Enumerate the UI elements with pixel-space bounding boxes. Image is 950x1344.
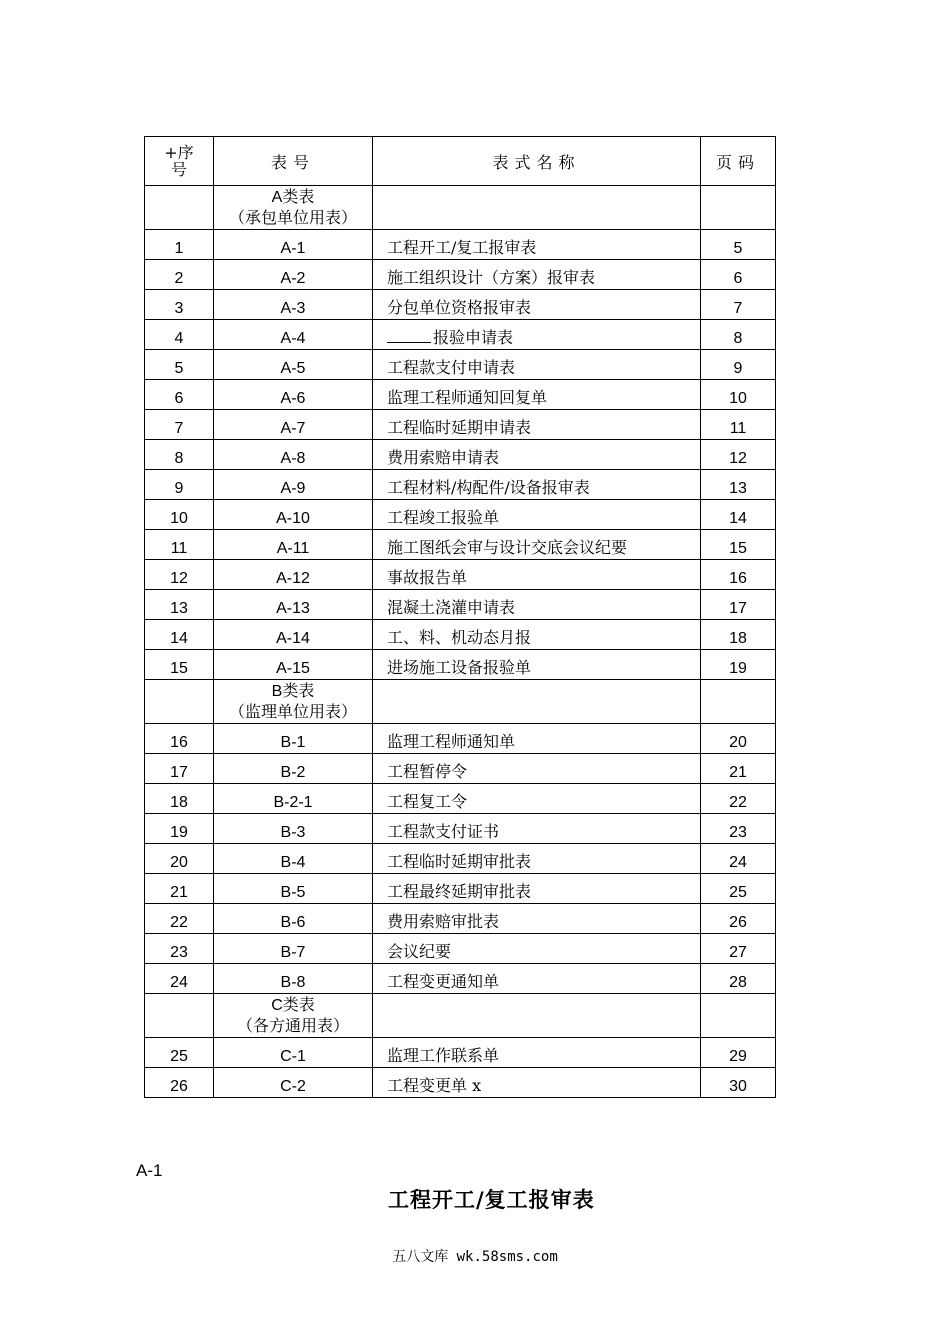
row-form-name: 工程临时延期审批表 (387, 852, 532, 871)
row-form-name-cell (373, 724, 701, 754)
row-form-code: A-14 (214, 620, 373, 650)
group-empty-cell (373, 680, 701, 724)
row-number: 10 (145, 500, 214, 530)
row-form-name-cell (373, 260, 701, 290)
row-page-number: 25 (701, 874, 776, 904)
header-code: 表号 (214, 137, 373, 186)
table-row (145, 350, 776, 380)
row-form-code: B-4 (214, 844, 373, 874)
row-form-name: 工、料、机动态月报 (387, 628, 532, 647)
row-number: 12 (145, 560, 214, 590)
row-page-number: 10 (701, 380, 776, 410)
row-form-name: 监理工程师通知回复单 (387, 388, 548, 407)
group-title (214, 681, 372, 702)
table-row (145, 1038, 776, 1068)
form-code-label: A-1 (136, 1161, 163, 1180)
table-row (145, 784, 776, 814)
row-form-code: C-1 (214, 1038, 373, 1068)
row-form-code: B-2-1 (214, 784, 373, 814)
row-page-number: 15 (701, 530, 776, 560)
row-form-name-cell (373, 754, 701, 784)
row-number: 11 (145, 530, 214, 560)
header-name: 表式名称 (373, 137, 701, 186)
row-form-name-cell (373, 1068, 701, 1098)
table-row (145, 620, 776, 650)
fill-in-blank (387, 341, 431, 343)
form-title: 工程开工/复工报审表 (388, 1187, 595, 1212)
row-form-name: 进场施工设备报验单 (387, 658, 532, 677)
row-number: 15 (145, 650, 214, 680)
row-form-name-cell (373, 934, 701, 964)
group-title-rest: 类表 (282, 681, 315, 700)
row-page-number: 8 (701, 320, 776, 350)
row-form-code: A-11 (214, 530, 373, 560)
row-form-name-cell (373, 844, 701, 874)
row-form-name: 工程临时延期申请表 (387, 418, 532, 437)
row-form-name-cell (373, 560, 701, 590)
group-letter: B (271, 683, 283, 700)
group-title-rest: 类表 (282, 995, 315, 1014)
row-page-number: 6 (701, 260, 776, 290)
row-form-code: B-1 (214, 724, 373, 754)
row-page-number: 29 (701, 1038, 776, 1068)
table-row (145, 230, 776, 260)
row-form-name-cell (373, 440, 701, 470)
group-title (214, 187, 372, 208)
row-form-name: 工程变更单 x (387, 1076, 482, 1095)
row-page-number: 21 (701, 754, 776, 784)
row-number: 24 (145, 964, 214, 994)
row-form-code: B-7 (214, 934, 373, 964)
row-number: 1 (145, 230, 214, 260)
row-page-number: 14 (701, 500, 776, 530)
row-page-number: 13 (701, 470, 776, 500)
row-form-code: C-2 (214, 1068, 373, 1098)
row-form-name: 工程最终延期审批表 (387, 882, 532, 901)
row-form-code: A-1 (214, 230, 373, 260)
row-form-name-cell (373, 350, 701, 380)
row-page-number: 18 (701, 620, 776, 650)
row-number: 17 (145, 754, 214, 784)
row-form-name-cell (373, 1038, 701, 1068)
group-empty-cell (145, 680, 214, 724)
header-seq-line2: 号 (170, 160, 187, 179)
group-empty-cell (145, 186, 214, 230)
row-number: 4 (145, 320, 214, 350)
group-empty-cell (373, 994, 701, 1038)
row-number: 3 (145, 290, 214, 320)
row-number: 21 (145, 874, 214, 904)
group-empty-cell (373, 186, 701, 230)
row-page-number: 30 (701, 1068, 776, 1098)
row-page-number: 26 (701, 904, 776, 934)
table-row (145, 470, 776, 500)
row-form-name-cell (373, 530, 701, 560)
row-page-number: 16 (701, 560, 776, 590)
row-form-name-cell (373, 814, 701, 844)
row-number: 25 (145, 1038, 214, 1068)
group-empty-cell (701, 680, 776, 724)
row-form-name-cell (373, 650, 701, 680)
row-form-name: 费用索赔审批表 (387, 912, 500, 931)
table-row (145, 530, 776, 560)
table-row (145, 814, 776, 844)
row-page-number: 11 (701, 410, 776, 440)
row-form-name: 事故报告单 (387, 568, 468, 587)
row-number: 18 (145, 784, 214, 814)
row-form-code: A-2 (214, 260, 373, 290)
row-page-number: 22 (701, 784, 776, 814)
table-row (145, 440, 776, 470)
row-form-name-cell (373, 874, 701, 904)
row-form-code: B-2 (214, 754, 373, 784)
row-page-number: 23 (701, 814, 776, 844)
row-form-name-cell (373, 470, 701, 500)
header-page: 页码 (701, 137, 776, 186)
row-number: 20 (145, 844, 214, 874)
row-form-code: A-5 (214, 350, 373, 380)
row-form-code: B-5 (214, 874, 373, 904)
row-form-name: 会议纪要 (387, 942, 452, 961)
row-number: 13 (145, 590, 214, 620)
row-form-name: 工程竣工报验单 (387, 508, 500, 527)
row-form-name: 工程变更通知单 (387, 972, 500, 991)
table-row (145, 874, 776, 904)
header-seq (145, 137, 214, 186)
group-header-row (145, 186, 776, 230)
row-form-name-cell (373, 410, 701, 440)
row-page-number: 24 (701, 844, 776, 874)
row-page-number: 27 (701, 934, 776, 964)
row-form-name-cell (373, 230, 701, 260)
group-subtitle: （各方通用表） (236, 1016, 349, 1035)
row-form-name: 工程开工/复工报审表 (387, 238, 537, 257)
table-row (145, 260, 776, 290)
group-title-rest: 类表 (282, 187, 315, 206)
row-form-code: A-7 (214, 410, 373, 440)
row-form-name-cell (373, 620, 701, 650)
row-number: 2 (145, 260, 214, 290)
row-number: 23 (145, 934, 214, 964)
row-number: 22 (145, 904, 214, 934)
table-row (145, 410, 776, 440)
row-form-name: 施工组织设计（方案）报审表 (387, 268, 596, 287)
row-form-code: A-3 (214, 290, 373, 320)
group-letter: C (271, 997, 283, 1014)
row-form-code: B-3 (214, 814, 373, 844)
table-row (145, 934, 776, 964)
group-subtitle: （监理单位用表） (228, 702, 357, 721)
row-form-code: A-9 (214, 470, 373, 500)
group-title-cell (214, 680, 373, 724)
footer-watermark: 五八文库 wk.58sms.com (392, 1249, 558, 1265)
row-form-name: 工程材料/构配件/设备报审表 (387, 478, 590, 497)
row-form-code: A-13 (214, 590, 373, 620)
row-form-name-cell (373, 320, 701, 350)
table-row (145, 844, 776, 874)
row-form-name-cell (373, 784, 701, 814)
group-empty-cell (701, 186, 776, 230)
row-form-name: 工程款支付申请表 (387, 358, 516, 377)
row-form-name: 报验申请表 (433, 328, 514, 347)
row-number: 9 (145, 470, 214, 500)
row-form-code: A-10 (214, 500, 373, 530)
row-page-number: 5 (701, 230, 776, 260)
row-form-name-cell (373, 290, 701, 320)
row-number: 14 (145, 620, 214, 650)
row-form-name-cell (373, 590, 701, 620)
row-form-name: 分包单位资格报审表 (387, 298, 532, 317)
row-form-name: 监理工作联系单 (387, 1046, 500, 1065)
group-header-row (145, 680, 776, 724)
table-row (145, 380, 776, 410)
row-form-name: 混凝土浇灌申请表 (387, 598, 516, 617)
table-row (145, 650, 776, 680)
table-row (145, 320, 776, 350)
row-form-name: 工程暂停令 (387, 762, 468, 781)
row-form-code: B-6 (214, 904, 373, 934)
group-title (214, 995, 372, 1016)
row-page-number: 12 (701, 440, 776, 470)
table-row (145, 290, 776, 320)
table-row (145, 500, 776, 530)
row-page-number: 7 (701, 290, 776, 320)
table-row (145, 964, 776, 994)
row-form-name-cell (373, 964, 701, 994)
row-form-code: A-6 (214, 380, 373, 410)
group-title-cell (214, 994, 373, 1038)
row-form-name-cell (373, 380, 701, 410)
row-number: 8 (145, 440, 214, 470)
row-form-code: A-15 (214, 650, 373, 680)
row-page-number: 19 (701, 650, 776, 680)
table-row (145, 724, 776, 754)
row-page-number: 20 (701, 724, 776, 754)
table-row (145, 754, 776, 784)
header-seq-line1: +序 (164, 143, 194, 162)
group-letter: A (271, 189, 283, 206)
row-form-name-cell (373, 904, 701, 934)
row-form-code: A-12 (214, 560, 373, 590)
table-row (145, 590, 776, 620)
table-header-row (145, 137, 776, 186)
row-form-code: A-8 (214, 440, 373, 470)
row-page-number: 28 (701, 964, 776, 994)
group-empty-cell (145, 994, 214, 1038)
row-number: 19 (145, 814, 214, 844)
row-number: 16 (145, 724, 214, 754)
row-number: 5 (145, 350, 214, 380)
row-form-name: 工程款支付证书 (387, 822, 500, 841)
row-form-code: B-8 (214, 964, 373, 994)
group-subtitle: （承包单位用表） (228, 208, 357, 227)
row-number: 6 (145, 380, 214, 410)
row-form-code: A-4 (214, 320, 373, 350)
row-page-number: 9 (701, 350, 776, 380)
group-title-cell (214, 186, 373, 230)
group-header-row (145, 994, 776, 1038)
table-row (145, 904, 776, 934)
row-form-name: 费用索赔申请表 (387, 448, 500, 467)
table-row (145, 1068, 776, 1098)
forms-index-table (144, 136, 776, 1098)
forms-index-body (145, 137, 776, 1098)
group-empty-cell (701, 994, 776, 1038)
row-form-name-cell (373, 500, 701, 530)
row-form-name: 施工图纸会审与设计交底会议纪要 (387, 538, 628, 557)
row-form-name: 监理工程师通知单 (387, 732, 516, 751)
row-page-number: 17 (701, 590, 776, 620)
row-number: 26 (145, 1068, 214, 1098)
table-row (145, 560, 776, 590)
row-form-name: 工程复工令 (387, 792, 468, 811)
row-number: 7 (145, 410, 214, 440)
